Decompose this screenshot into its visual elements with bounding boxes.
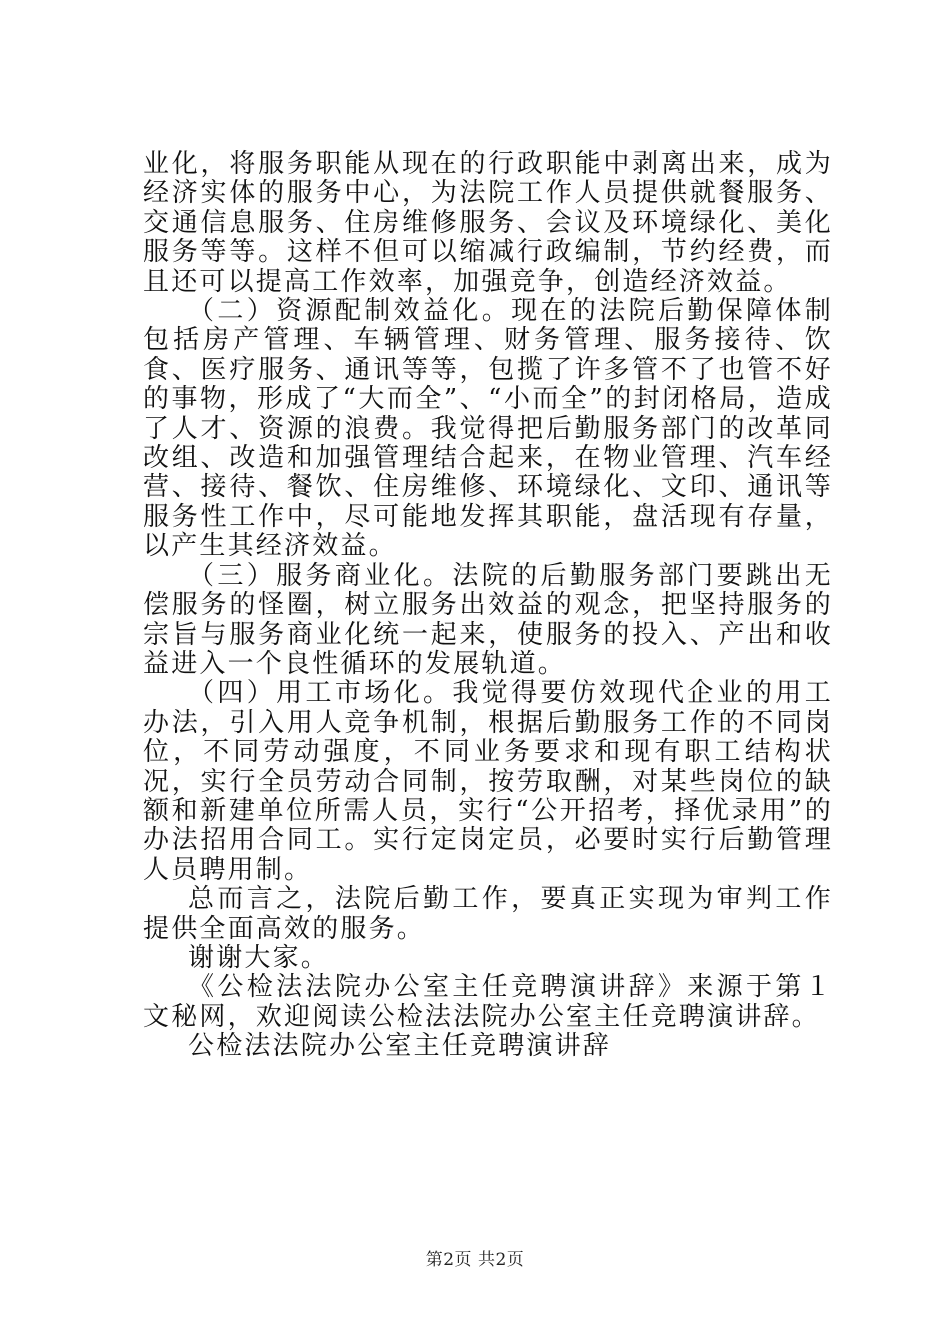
paragraph-2: （二）资源配制效益化。现在的法院后勤保障体制包括房产管理、车辆管理、财务管理、服务接待、饮食、医疗服务、通讯等等，包揽了许多管不了也管不好的事物，形成了“大而全”、“小而全”的封闭格局，造成了人才、资源的浪费。我觉得把后勤服务部门的改革同改组、改造和加强管理结合起来，在物业管理、汽车经营、接待、餐饮、住房维修、环境绿化、文印、通讯等服务性工作中，尽可能地发挥其职能，盘活现有存量，以产生其经济效益。 bbox=[143, 296, 833, 562]
paragraph-7: 《公检法法院办公室主任竞聘演讲辞》来源于第１文秘网，欢迎阅读公检法法院办公室主任竞聘演讲辞。 bbox=[143, 972, 833, 1032]
paragraph-3: （三）服务商业化。法院的后勤服务部门要跳出无偿服务的怪圈，树立服务出效益的观念，把坚持服务的宗旨与服务商业化统一起来，使服务的投入、产出和收益进入一个良性循环的发展轨道。 bbox=[143, 560, 833, 679]
paragraph-4: （四）用工市场化。我觉得要仿效现代企业的用工办法，引入用人竞争机制，根据后勤服务工作的不同岗位，不同劳动强度，不同业务要求和现有职工结构状况，实行全员劳动合同制，按劳取酬，对某些岗位的缺额和新建单位所需人员，实行“公开招考，择优录用”的办法招用合同工。实行定岗定员，必要时实行后勤管理人员聘用制。 bbox=[143, 678, 833, 885]
page-number: 第2页 共2页 bbox=[425, 1250, 525, 1270]
paragraph-6: 谢谢大家。 bbox=[188, 942, 330, 973]
paragraph-5: 总而言之，法院后勤工作，要真正实现为审判工作提供全面高效的服务。 bbox=[143, 884, 833, 944]
document-body bbox=[143, 150, 833, 1062]
paragraph-8: 公检法法院办公室主任竞聘演讲辞 bbox=[188, 1031, 612, 1062]
paragraph-1: 业化，将服务职能从现在的行政职能中剥离出来，成为经济实体的服务中心，为法院工作人员提供就餐服务、交通信息服务、住房维修服务、会议及环境绿化、美化服务等等。这样不但可以缩减行政编制，节约经费，而且还可以提高工作效率，加强竞争，创造经济效益。 bbox=[143, 149, 833, 297]
